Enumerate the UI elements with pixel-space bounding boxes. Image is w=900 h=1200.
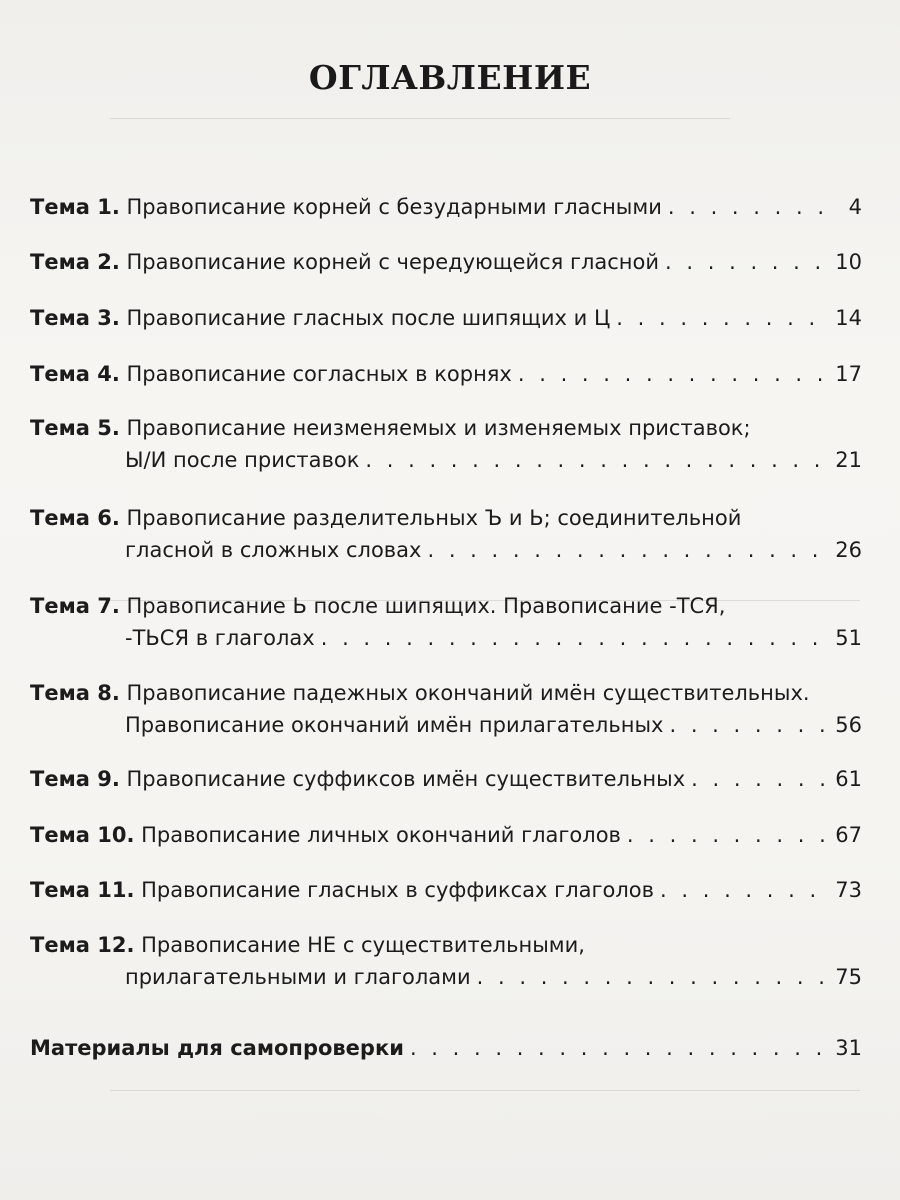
entry-title: Правописание падежных окончаний имён существительных.: [126, 681, 810, 705]
entry-page-number: 4: [848, 195, 862, 219]
toc-entry-12[interactable]: [30, 929, 862, 993]
entry-label: Тема 9.: [30, 767, 120, 791]
entry-label: Тема 5.: [30, 416, 120, 440]
entry-label: Тема 8.: [30, 681, 120, 705]
entry-label: Тема 4.: [30, 362, 120, 386]
entry-title: Правописание неизменяемых и изменяемых приставок;: [126, 416, 751, 440]
bleed-through-line: [110, 1090, 860, 1091]
entry-title-continuation: гласной в сложных словах: [125, 538, 422, 562]
entry-title: Правописание корней с чередующейся гласной: [126, 250, 660, 274]
entry-label: Тема 3.: [30, 306, 120, 330]
toc-entry-3[interactable]: [30, 302, 862, 334]
entry-page-number: 56: [835, 713, 862, 737]
entry-title-continuation: Ы/И после приставок: [125, 448, 360, 472]
dot-leader: [627, 819, 829, 851]
entry-title: Правописание гласных после шипящих и Ц: [126, 306, 611, 330]
entry-title: Правописание разделительных Ъ и Ь; соединительной: [126, 506, 742, 530]
entry-label: Тема 7.: [30, 594, 120, 618]
entry-title: Правописание личных окончаний глаголов: [141, 823, 621, 847]
dot-leader: [660, 874, 829, 906]
entry-label: Тема 1.: [30, 195, 120, 219]
entry-page-number: 17: [835, 362, 862, 386]
dot-leader: [321, 622, 830, 654]
entry-title: Правописание гласных в суффиксах глаголов: [141, 878, 655, 902]
toc-entry-materials[interactable]: [30, 1032, 862, 1064]
entry-page-number: 14: [835, 306, 862, 330]
dot-leader: [365, 444, 829, 476]
entry-title: Правописание НЕ с существительными,: [141, 933, 585, 957]
dot-leader: [669, 709, 829, 741]
entry-label: Материалы для самопроверки: [30, 1036, 404, 1060]
toc-entry-1[interactable]: [30, 191, 862, 223]
toc-entry-4[interactable]: [30, 358, 862, 390]
entry-title: Правописание суффиксов имён существительных: [126, 767, 686, 791]
dot-leader: [691, 763, 829, 795]
entry-page-number: 73: [835, 878, 862, 902]
bleed-through-line: [110, 118, 730, 119]
entry-page-number: 31: [835, 1036, 862, 1060]
entry-title-continuation: прилагательными и глаголами: [125, 965, 471, 989]
entry-page-number: 26: [835, 538, 862, 562]
toc-entry-7[interactable]: [30, 590, 862, 654]
toc-entry-5[interactable]: [30, 412, 862, 476]
entry-page-number: 10: [835, 250, 862, 274]
entry-title: Правописание согласных в корнях: [126, 362, 512, 386]
page-title: ОГЛАВЛЕНИЕ: [308, 58, 592, 97]
entry-page-number: 67: [835, 823, 862, 847]
toc-entry-6[interactable]: [30, 502, 862, 566]
entry-title-continuation: Правописание окончаний имён прилагательных: [125, 713, 664, 737]
dot-leader: [427, 534, 829, 566]
entry-page-number: 21: [835, 448, 862, 472]
dot-leader: [665, 246, 829, 278]
toc-entry-8[interactable]: [30, 677, 862, 741]
entry-page-number: 51: [835, 626, 862, 650]
toc-entry-9[interactable]: [30, 763, 862, 795]
entry-title-continuation: -ТЬСЯ в глаголах: [125, 626, 315, 650]
dot-leader: [616, 302, 829, 334]
dot-leader: [477, 961, 830, 993]
entry-label: Тема 12.: [30, 933, 135, 957]
entry-title: Правописание корней с безударными гласными: [126, 195, 662, 219]
entry-label: Тема 6.: [30, 506, 120, 530]
toc-entry-11[interactable]: [30, 874, 862, 906]
dot-leader: [668, 191, 832, 223]
dot-leader: [410, 1032, 829, 1064]
toc-entry-2[interactable]: [30, 246, 862, 278]
entry-page-number: 61: [835, 767, 862, 791]
entry-label: Тема 2.: [30, 250, 120, 274]
entry-page-number: 75: [835, 965, 862, 989]
toc-entry-10[interactable]: [30, 819, 862, 851]
entry-title: Правописание Ь после шипящих. Правописание -ТСЯ,: [126, 594, 726, 618]
dot-leader: [518, 358, 829, 390]
entry-label: Тема 11.: [30, 878, 135, 902]
entry-label: Тема 10.: [30, 823, 135, 847]
